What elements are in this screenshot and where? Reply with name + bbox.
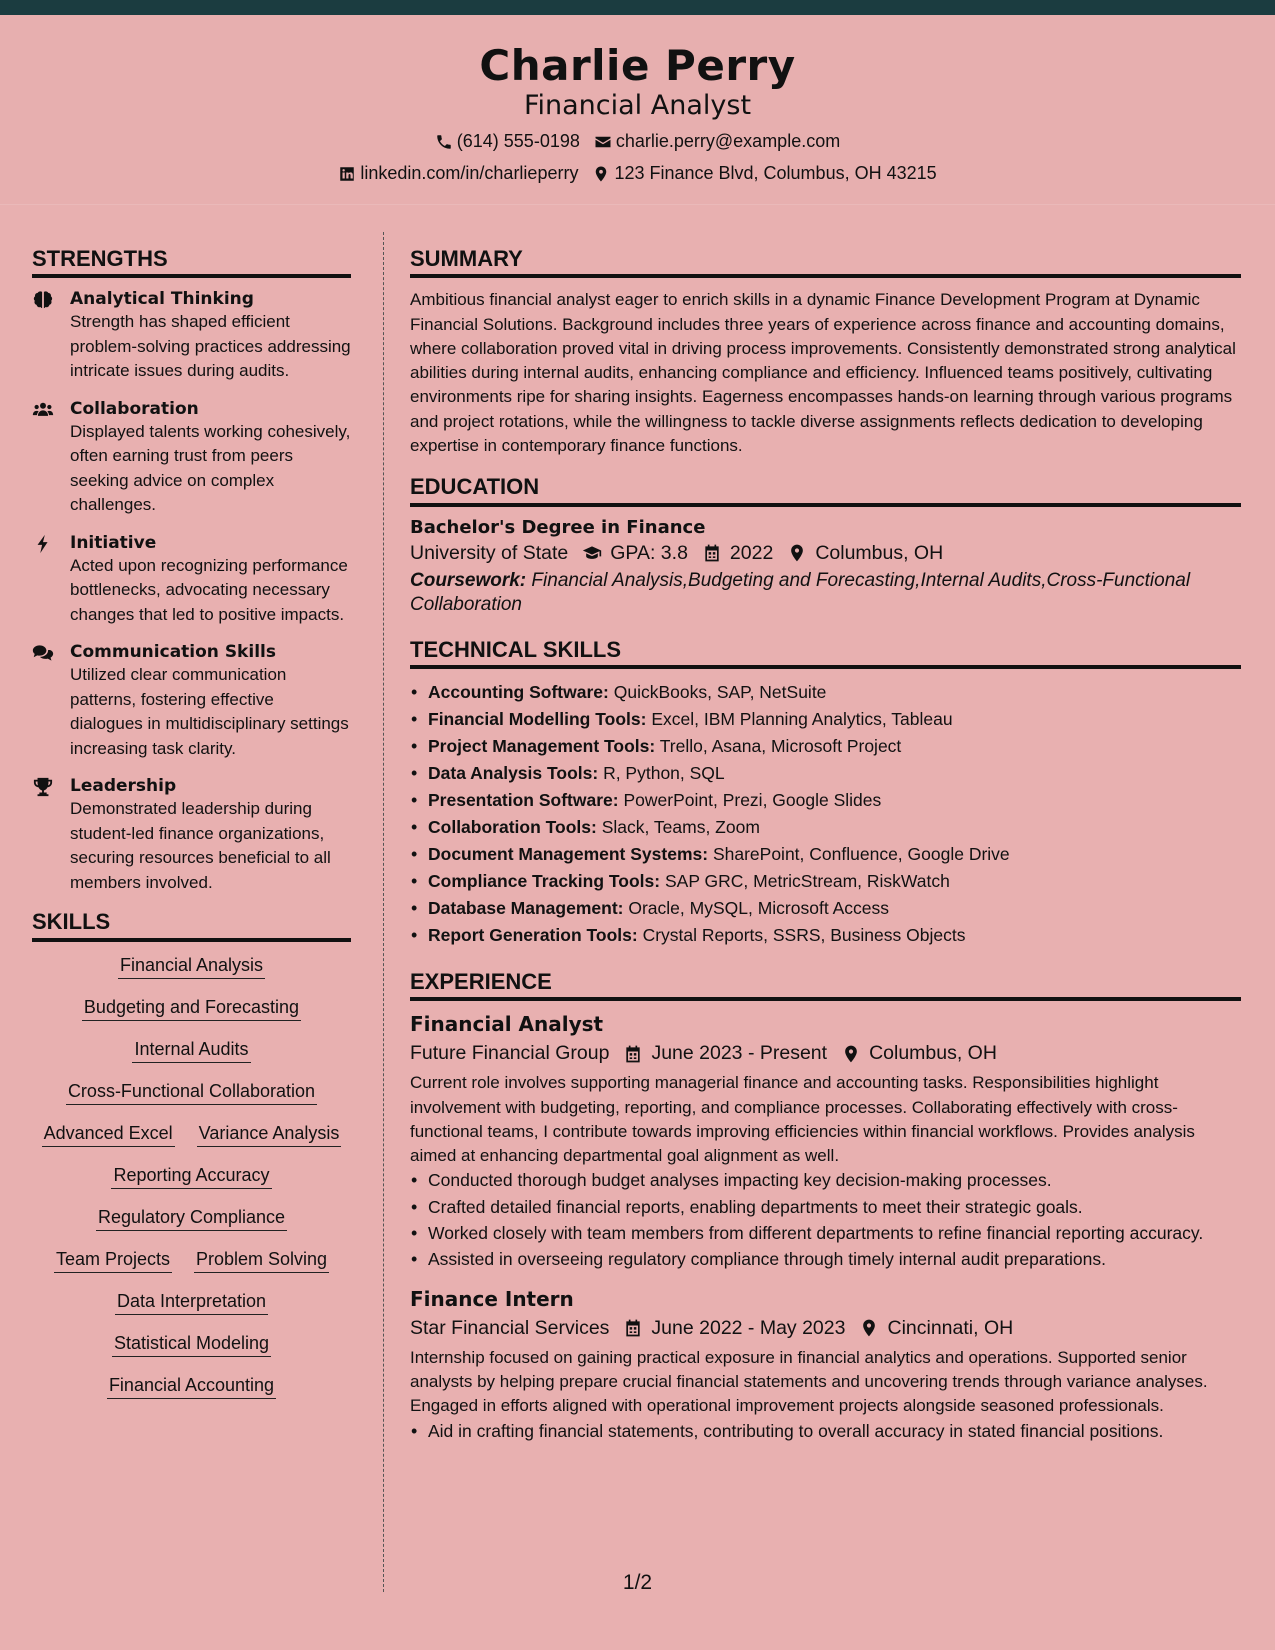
technical-skill-item (410, 841, 1241, 868)
job-meta (410, 1317, 1241, 1340)
school-name: University of State (410, 541, 569, 564)
technical-skill-value: Slack, Teams, Zoom (601, 816, 760, 837)
strengths-section (32, 246, 351, 895)
job-description: Internship focused on gaining practical exposure in financial analytics and operations. Supported senior analysts by helping prepare crucial financial statements and uncovering trends through variance analyses. Engaged in efforts aligned with operational improvement projects alongside seasoned professionals. (410, 1347, 1208, 1416)
skill-row (32, 1330, 351, 1357)
address-text: 123 Finance Blvd, Columbus, OH 43215 (614, 163, 937, 184)
job-entry (410, 1286, 1241, 1443)
technical-skill-value: Crystal Reports, SSRS, Business Objects (642, 924, 966, 945)
skill-row (32, 1288, 351, 1315)
phone-contact (435, 131, 580, 152)
strength-item (32, 532, 351, 628)
skill-row (32, 1246, 351, 1273)
technical-skill-label: Accounting Software: (428, 681, 609, 702)
technical-skill-value: Excel, IBM Planning Analytics, Tableau (651, 708, 953, 729)
skills-section (32, 909, 351, 1398)
technical-skill-label: Database Management: (428, 897, 624, 918)
strengths-list (32, 288, 351, 895)
gpa-text: GPA: 3.8 (610, 541, 688, 564)
skill-tag: Variance Analysis (197, 1120, 342, 1147)
job-meta (410, 1042, 1241, 1065)
summary-section (410, 246, 1241, 458)
linkedin-text[interactable]: linkedin.com/in/charlieperry (360, 163, 579, 184)
strength-description: Displayed talents working cohesively, often earning trust from peers seeking advice on complex challenges. (70, 421, 351, 515)
graduation-year: 2022 (729, 541, 774, 564)
users-icon (32, 398, 70, 518)
jobs-list (410, 1011, 1241, 1443)
email-contact[interactable] (594, 131, 840, 152)
coursework (410, 569, 1241, 617)
technical-skill-item (410, 679, 1241, 706)
address-contact (592, 163, 936, 184)
skill-tag: Financial Analysis (118, 952, 265, 979)
skill-row (32, 952, 351, 979)
contact-row-1 (0, 129, 1275, 155)
coursework-label: Coursework: (410, 569, 527, 591)
skill-tag: Internal Audits (132, 1036, 250, 1063)
strength-body (70, 532, 351, 628)
skills-list (32, 952, 351, 1399)
map-marker-icon (841, 1044, 861, 1064)
technical-skill-label: Presentation Software: (428, 789, 619, 810)
strength-description: Utilized clear communication patterns, fostering effective dialogues in multidisciplinary settings increasing task clarity. (70, 665, 349, 758)
strength-body (70, 641, 351, 761)
job-title: Financial Analyst (410, 1012, 604, 1037)
calendar-icon (623, 1044, 643, 1064)
top-accent-bar (0, 0, 1275, 15)
map-marker-icon (592, 165, 610, 183)
job-bullet: • Conducted thorough budget analyses impacting key decision-making processes. (410, 1168, 1241, 1192)
skill-tag: Problem Solving (194, 1246, 329, 1273)
skill-tag: Data Interpretation (115, 1288, 268, 1315)
strength-title: Communication Skills (70, 642, 276, 663)
technical-skill-label: Collaboration Tools: (428, 816, 597, 837)
skill-row (32, 1162, 351, 1189)
coursework-list: Financial Analysis,Budgeting and Forecasting,Internal Audits,Cross-Functional Collaboration (410, 569, 1191, 615)
strength-item (32, 775, 351, 895)
trophy-icon (32, 775, 70, 895)
skill-row (32, 1372, 351, 1399)
technical-skills-heading: TECHNICAL SKILLS (410, 637, 1241, 669)
technical-skill-value: R, Python, SQL (603, 762, 725, 783)
technical-skill-value: Trello, Asana, Microsoft Project (659, 735, 902, 756)
technical-skill-item (410, 922, 1241, 949)
technical-skill-item (410, 733, 1241, 760)
job-dates: June 2023 - Present (651, 1042, 828, 1065)
candidate-title: Financial Analyst (523, 90, 752, 122)
comments-icon-graphic (32, 643, 54, 663)
technical-skill-label: Data Analysis Tools: (428, 762, 599, 783)
summary-heading: SUMMARY (410, 246, 1241, 278)
bolt-icon-graphic (32, 534, 54, 554)
strength-item (32, 398, 351, 518)
experience-section (410, 969, 1241, 1443)
skill-tag: Regulatory Compliance (96, 1204, 287, 1231)
strength-title: Initiative (70, 532, 157, 553)
phone-text: (614) 555-0198 (456, 131, 580, 152)
calendar-icon (702, 543, 722, 563)
technical-skill-label: Financial Modelling Tools: (428, 708, 647, 729)
job-bullet: • Worked closely with team members from different departments to refine financial reporting accuracy. (410, 1221, 1241, 1245)
technical-skill-value: QuickBooks, SAP, NetSuite (613, 681, 827, 702)
graduation-cap-icon (582, 543, 602, 563)
page-number: 1/2 (622, 1571, 653, 1594)
technical-skill-item (410, 895, 1241, 922)
technical-skill-value: SAP GRC, MetricStream, RiskWatch (664, 870, 950, 891)
strength-body (70, 398, 351, 518)
skill-row (32, 1204, 351, 1231)
job-bullet: • Assisted in overseeing regulatory compliance through timely internal audit preparations. (410, 1247, 1241, 1271)
skill-row (32, 1120, 351, 1147)
strength-title: Collaboration (70, 398, 199, 419)
technical-skill-value: Oracle, MySQL, Microsoft Access (628, 897, 889, 918)
technical-skill-item (410, 814, 1241, 841)
technical-skill-item (410, 706, 1241, 733)
brain-icon-graphic (32, 290, 54, 310)
job-dates: June 2022 - May 2023 (651, 1316, 846, 1339)
resume-header (0, 15, 1275, 205)
candidate-name: Charlie Perry (479, 41, 796, 90)
skill-tag: Advanced Excel (42, 1120, 175, 1147)
calendar-icon (623, 1318, 643, 1338)
technical-skill-item (410, 868, 1241, 895)
job-bullet: • Crafted detailed financial reports, enabling departments to meet their strategic goals. (410, 1195, 1241, 1219)
strength-description: Demonstrated leadership during student-led finance organizations, securing resources beneficial to all members involved. (70, 799, 331, 892)
job-bullets (410, 1168, 1241, 1271)
education-heading: EDUCATION (410, 474, 1241, 506)
strengths-heading: STRENGTHS (32, 246, 351, 278)
trophy-icon-graphic (32, 777, 54, 797)
skill-tag: Statistical Modeling (112, 1330, 271, 1357)
left-column (32, 246, 351, 1414)
job-bullet: • Aid in crafting financial statements, contributing to overall accuracy in stated financial positions. (410, 1419, 1241, 1443)
skill-tag: Financial Accounting (107, 1372, 276, 1399)
experience-heading: EXPERIENCE (410, 969, 1241, 1001)
strength-body (70, 775, 351, 895)
technical-skills-section (410, 637, 1241, 949)
technical-skill-label: Project Management Tools: (428, 735, 656, 756)
strength-item (32, 288, 351, 384)
skill-tag: Team Projects (54, 1246, 172, 1273)
column-divider (383, 232, 384, 1592)
strength-body (70, 288, 351, 384)
technical-skill-value: PowerPoint, Prezi, Google Slides (623, 789, 882, 810)
degree-title: Bachelor's Degree in Finance (410, 516, 706, 538)
technical-skills-list (410, 679, 1241, 949)
technical-skill-item (410, 760, 1241, 787)
job-entry (410, 1011, 1241, 1271)
strength-title: Analytical Thinking (70, 289, 254, 310)
summary-text: Ambitious financial analyst eager to enrich skills in a dynamic Finance Development Program at Dynamic Financial Solutions. Background includes three years of experience across finance and accounting domains, where collaboration proved vital in driving process improvements. Consistently demonstrated strong analytical abilities during internal audits, enhancing compliance and efficiency. Influenced teams positively, cultivating environments ripe for sharing insights. Eagerness encompasses hands-on learning through various programs and project rotations, while the willingness to tackle diverse assignments reflects dedication to developing expertise in contemporary finance functions. (410, 290, 1236, 456)
skill-row (32, 1036, 351, 1063)
envelope-icon (594, 133, 612, 151)
linkedin-icon (338, 165, 356, 183)
skill-tag: Reporting Accuracy (111, 1162, 271, 1189)
job-bullets (410, 1419, 1241, 1443)
job-title: Finance Intern (410, 1286, 574, 1311)
education-section (410, 474, 1241, 616)
phone-icon (435, 133, 453, 151)
comments-icon (32, 641, 70, 761)
map-marker-icon (787, 543, 807, 563)
education-meta (410, 542, 1241, 565)
skill-row (32, 994, 351, 1021)
brain-icon (32, 288, 70, 384)
technical-skill-label: Compliance Tracking Tools: (428, 870, 661, 891)
skill-tag: Budgeting and Forecasting (82, 994, 301, 1021)
technical-skill-label: Report Generation Tools: (428, 924, 638, 945)
strength-description: Strength has shaped efficient problem-solving practices addressing intricate issues during audits. (70, 312, 351, 381)
strength-description: Acted upon recognizing performance bottlenecks, advocating necessary changes that led to positive impacts. (70, 555, 348, 624)
linkedin-contact[interactable] (338, 163, 578, 184)
users-icon-graphic (32, 400, 54, 420)
job-location: Cincinnati, OH (887, 1316, 1014, 1339)
school-location: Columbus, OH (815, 541, 944, 564)
contact-row-2 (0, 161, 1275, 187)
job-company: Future Financial Group (410, 1042, 610, 1065)
technical-skill-value: SharePoint, Confluence, Google Drive (712, 843, 1010, 864)
skill-tag: Cross-Functional Collaboration (66, 1078, 317, 1105)
technical-skill-label: Document Management Systems: (428, 843, 709, 864)
email-text[interactable]: charlie.perry@example.com (615, 131, 841, 152)
strength-title: Leadership (70, 776, 177, 797)
job-company: Star Financial Services (410, 1316, 610, 1339)
job-description: Current role involves supporting managerial finance and accounting tasks. Responsibilities highlight involvement with budgeting, reporting, and compliance processes. Collaborating effectively with cross-functional teams, I contribute towards improving efficiencies within financial workflows. Provides analysis aimed at enhancing departmental goal alignment as well. (410, 1073, 1195, 1166)
skill-row (32, 1078, 351, 1105)
map-marker-icon (859, 1318, 879, 1338)
skills-heading: SKILLS (32, 909, 351, 941)
job-location: Columbus, OH (869, 1042, 997, 1065)
bolt-icon (32, 532, 70, 628)
right-column (410, 246, 1241, 1457)
technical-skill-item (410, 787, 1241, 814)
strength-item (32, 641, 351, 761)
